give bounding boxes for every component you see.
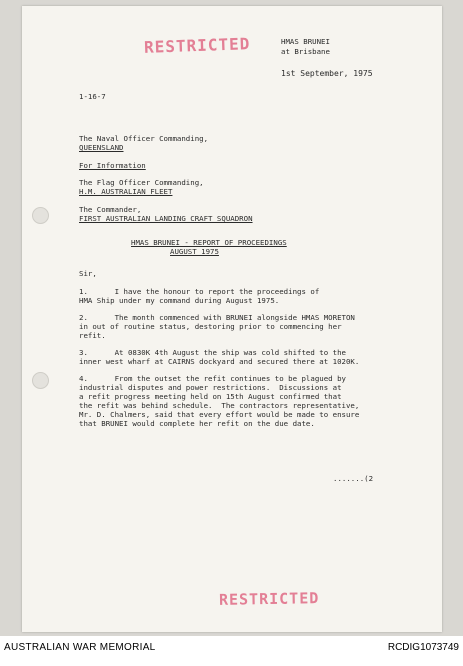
paragraph-4-line: Mr. D. Chalmers, said that every effort would be made to ensure — [79, 410, 360, 419]
subject-line2: AUGUST 1975 — [170, 247, 219, 256]
copy-recipient-2-line1: The Commander, — [79, 205, 142, 214]
paragraph-3-line: 3. At 0830K 4th August the ship was cold shifted to the — [79, 348, 346, 357]
paragraph-2-line: 2. The month commenced with BRUNEI alongside HMAS MORETON — [79, 313, 355, 322]
paragraph-4-line: industrial disputes and power restrictions. Discussions at — [79, 383, 342, 392]
paragraph-4-line: the refit was behind schedule. The contractors representative, — [79, 401, 360, 410]
archive-footer — [0, 636, 463, 666]
copy-recipient-1-line2: H.M. AUSTRALIAN FLEET — [79, 187, 173, 196]
copy-recipient-2-line2: FIRST AUSTRALIAN LANDING CRAFT SQUADRON — [79, 214, 253, 223]
file-reference: 1-16-7 — [79, 92, 106, 101]
salutation: Sir, — [79, 269, 97, 278]
letter-date: 1st September, 1975 — [281, 69, 373, 78]
paragraph-3-line: inner west wharf at CAIRNS dockyard and secured there at 1020K. — [79, 357, 360, 366]
restricted-stamp-bottom: RESTRICTED — [218, 589, 320, 609]
subject-line1: HMAS BRUNEI - REPORT OF PROCEEDINGS — [131, 238, 287, 247]
punch-hole — [32, 372, 49, 389]
addressee-line2: QUEENSLAND — [79, 143, 124, 152]
continued-marker: .......(2 — [333, 474, 374, 483]
paragraph-4-line: a refit progress meeting held on 15th August confirmed that — [79, 392, 342, 401]
paragraph-2-line: in out of routine status, destoring prior to commencing her — [79, 322, 342, 331]
paragraph-2-line: refit. — [79, 331, 106, 340]
paragraph-4-line: that BRUNEI would complete her refit on the due date. — [79, 419, 315, 428]
ship-location: at Brisbane — [281, 47, 330, 56]
restricted-stamp-top: RESTRICTED — [143, 34, 251, 57]
punch-hole — [32, 207, 49, 224]
ship-name: HMAS BRUNEI — [281, 37, 330, 46]
for-information-heading: For Information — [79, 161, 146, 170]
paragraph-1-line: HMA Ship under my command during August 1975. — [79, 296, 280, 305]
archive-reference: RCDIG1073749 — [387, 642, 459, 653]
archive-name: AUSTRALIAN WAR MEMORIAL — [4, 642, 156, 653]
paragraph-4-line: 4. From the outset the refit continues to be plagued by — [79, 374, 346, 383]
copy-recipient-1-line1: The Flag Officer Commanding, — [79, 178, 204, 187]
addressee-line1: The Naval Officer Commanding, — [79, 134, 209, 143]
document-page — [22, 6, 442, 632]
paragraph-1-line: 1. I have the honour to report the proceedings of — [79, 287, 320, 296]
